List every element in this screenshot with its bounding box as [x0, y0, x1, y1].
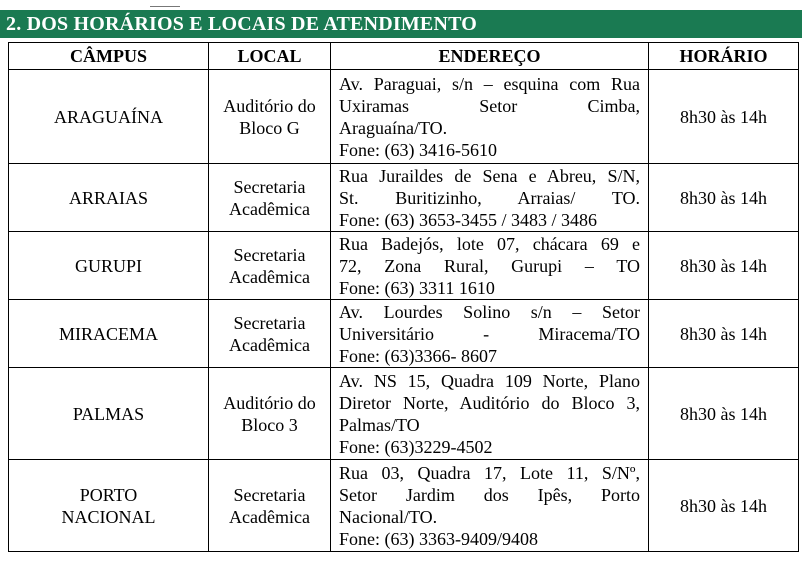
horario-cell: 8h30 às 14h — [649, 460, 799, 552]
local-cell — [209, 460, 331, 552]
header-campus: CÂMPUS — [9, 43, 209, 70]
table-row — [9, 232, 799, 300]
horario-cell: 8h30 às 14h — [649, 300, 799, 368]
local-cell-line: Auditório do — [223, 392, 316, 413]
horario-cell: 8h30 às 14h — [649, 164, 799, 232]
horario-cell: 8h30 às 14h — [649, 70, 799, 164]
campus-cell — [9, 368, 209, 460]
endereco-cell-line: 72, Zona Rural, Gurupi – TO — [339, 255, 640, 276]
campus-cell — [9, 460, 209, 552]
local-cell-line: Bloco 3 — [241, 414, 298, 435]
endereco-cell-line: Setor Jardim dos Ipês, Porto — [339, 484, 640, 505]
endereco-cell-line: Rua Badejós, lote 07, chácara 69 e — [339, 233, 640, 254]
page-top-mark — [150, 0, 180, 7]
horario-cell: 8h30 às 14h — [649, 368, 799, 460]
endereco-cell-line: Universitário - Miracema/TO — [339, 323, 640, 344]
local-cell — [209, 300, 331, 368]
local-cell-line: Auditório do — [223, 95, 316, 116]
section-title: 2. DOS HORÁRIOS E LOCAIS DE ATENDIMENTO — [0, 10, 802, 38]
campus-cell — [9, 164, 209, 232]
local-cell — [209, 368, 331, 460]
table-row — [9, 460, 799, 552]
endereco-cell-line: Palmas/TO — [339, 414, 420, 435]
campus-cell — [9, 70, 209, 164]
endereco-cell-line: Fone: (63) 3311 1610 — [339, 277, 495, 298]
table-row — [9, 300, 799, 368]
endereco-cell-line: Av. Paraguai, s/n – esquina com Rua — [339, 73, 640, 94]
local-cell-line: Secretaria — [233, 484, 306, 505]
table-row — [9, 368, 799, 460]
endereco-cell-line: Fone: (63) 3363-9409/9408 — [339, 528, 538, 549]
table-header-row — [9, 43, 799, 70]
table-row — [9, 164, 799, 232]
endereco-cell — [331, 232, 649, 300]
endereco-cell — [331, 368, 649, 460]
endereco-cell-line: Av. Lourdes Solino s/n – Setor — [339, 301, 640, 322]
local-cell — [209, 164, 331, 232]
endereco-cell-line: Uxiramas Setor Cimba, — [339, 95, 640, 116]
schedule-table — [8, 42, 799, 552]
campus-cell-line: NACIONAL — [61, 506, 156, 527]
endereco-cell-line: Araguaína/TO. — [339, 117, 448, 138]
endereco-cell-line: Fone: (63)3229-4502 — [339, 436, 493, 457]
campus-cell-line: PALMAS — [72, 403, 145, 424]
endereco-cell-line: Nacional/TO. — [339, 506, 438, 527]
header-horario: HORÁRIO — [649, 43, 799, 70]
endereco-cell-line: St. Buritizinho, Arraias/ TO. — [339, 187, 640, 208]
endereco-cell — [331, 300, 649, 368]
header-local: LOCAL — [209, 43, 331, 70]
local-cell — [209, 232, 331, 300]
local-cell-line: Bloco G — [239, 117, 300, 138]
local-cell-line: Acadêmica — [229, 334, 310, 355]
endereco-cell-line: Fone: (63) 3653-3455 / 3483 / 3486 — [339, 209, 597, 230]
endereco-cell-line: Rua 03, Quadra 17, Lote 11, S/Nº, — [339, 462, 640, 483]
local-cell-line: Secretaria — [233, 176, 306, 197]
campus-cell-line: ARAGUAÍNA — [54, 106, 163, 127]
horario-cell: 8h30 às 14h — [649, 232, 799, 300]
campus-cell-line: PORTO — [79, 484, 138, 505]
campus-cell — [9, 300, 209, 368]
local-cell-line: Acadêmica — [229, 198, 310, 219]
local-cell — [209, 70, 331, 164]
local-cell-line: Acadêmica — [229, 506, 310, 527]
endereco-cell — [331, 70, 649, 164]
local-cell-line: Secretaria — [233, 244, 306, 265]
endereco-cell — [331, 460, 649, 552]
endereco-cell-line: Diretor Norte, Auditório do Bloco 3, — [339, 392, 640, 413]
local-cell-line: Acadêmica — [229, 266, 310, 287]
endereco-cell — [331, 164, 649, 232]
header-endereco: ENDEREÇO — [331, 43, 649, 70]
local-cell-line: Secretaria — [233, 312, 306, 333]
campus-cell-line: ARRAIAS — [68, 187, 148, 208]
campus-cell — [9, 232, 209, 300]
endereco-cell-line: Av. NS 15, Quadra 109 Norte, Plano — [339, 370, 640, 391]
endereco-cell-line: Rua Juraildes de Sena e Abreu, S/N, — [339, 165, 640, 186]
endereco-cell-line: Fone: (63) 3416-5610 — [339, 139, 497, 160]
campus-cell-line: MIRACEMA — [58, 323, 158, 344]
table-row — [9, 70, 799, 164]
campus-cell-line: GURUPI — [74, 255, 142, 276]
endereco-cell-line: Fone: (63)3366- 8607 — [339, 345, 497, 366]
